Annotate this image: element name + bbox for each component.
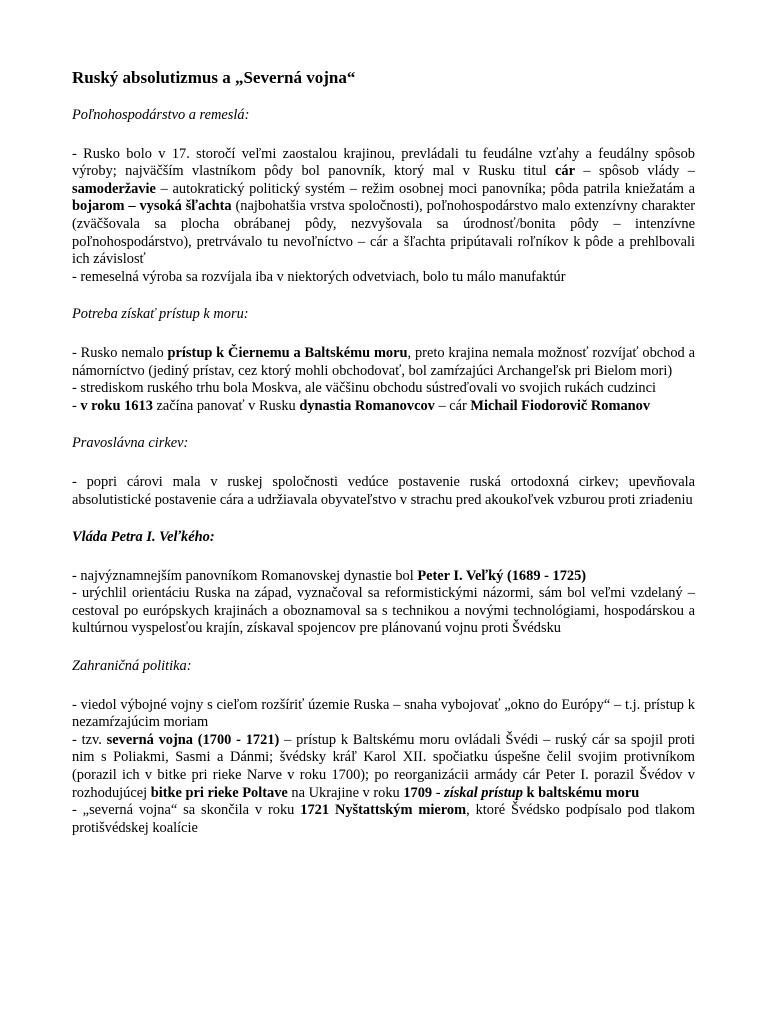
paragraph (72, 380, 695, 398)
text-run: - popri cárovi mala v ruskej spoločnosti vedúce postavenie ruská ortodoxná cirkev; upevňovala absolutistické postavenie cára a udržiavala obyvateľstvo v strachu pred akoukoľvek vzburou proti zriadeniu (72, 473, 695, 508)
bold-text: získal prístup (444, 784, 523, 801)
bold-text: severná vojna (1700 - 1721) (106, 731, 280, 748)
paragraph (72, 568, 695, 586)
text-run: - strediskom ruského trhu bola Moskva, ale väčšinu obchodu sústreďovali vo svojich rukách cudzinci (72, 380, 657, 397)
text-run: , ktoré Švédsko podpísalo pod tlakom protišvédskej koalície (72, 802, 695, 836)
text-run: , preto krajina nemala možnosť rozvíjať obchod a námorníctvo (jediný prístav, cez ktorý mohli obchodovať, bol zamŕzajúci Archangeľsk pri Bielom mori) (72, 344, 695, 379)
section (72, 658, 695, 837)
text-run: - najvýznamnejším panovníkom Romanovskej dynastie bol (72, 567, 418, 584)
text-run: - remeselná výroba sa rozvíjala iba v niektorých odvetviach, bolo tu málo manufaktúr (72, 268, 566, 285)
bold-text: dynastia Romanovcov (299, 397, 435, 414)
bold-text: k baltskému moru (526, 784, 640, 801)
text-run: (najbohatšia vrstva spoločnosti), poľnohospodárstvo malo extenzívny charakter (zväčšovala sa plocha obrábanej pôdy, nezvyšovala sa úrodnosť/bonita pôdy – intenzívne poľnohospodárstvo), pretrvávalo tu nevoľníctvo – cár a šľachta pripútavali roľníkov k pôde a prehlbovali ich závislosť (72, 198, 695, 268)
text-run: - viedol výbojné vojny s cieľom rozšíriť územie Ruska – snaha vybojovať „okno do Európy“ – t.j. prístup k nezamŕzajúcim moriam (72, 696, 695, 731)
section (72, 435, 695, 509)
text-run: - Rusko nemalo (72, 344, 168, 361)
text-run: – autokratický politický systém – režim osobnej moci panovníka; pôda patrila kniežatám a (155, 180, 695, 197)
section (72, 107, 695, 286)
bold-text: v roku 1613 (80, 397, 153, 414)
paragraph (72, 732, 695, 802)
bold-text: samoderžavie (72, 180, 156, 197)
text-run: - urýchlil orientáciu Ruska na západ, vyznačoval sa reformistickými názormi, sám bol veľmi vzdelaný – cestoval po európskych krajinách a oboznamoval sa s technikou a novými technológiami, hospodárskou a kultúrnou vyspelosťou krajín, získaval spojencov pre plánovanú vojnu proti Švédsku (72, 585, 695, 637)
text-run: – spôsob vlády – (575, 163, 695, 180)
paragraph (72, 269, 695, 287)
section (72, 529, 695, 638)
bold-text: cár (555, 163, 575, 180)
paragraph (72, 345, 695, 380)
section-heading: Pravoslávna cirkev: (72, 435, 189, 452)
paragraph (72, 398, 695, 416)
bold-text: bojarom – vysoká šľachta (72, 198, 232, 215)
bold-text: prístup k Čiernemu a Baltskému moru (167, 344, 408, 361)
text-run: - Rusko bolo v 17. storočí veľmi zaostalou krajinou, prevládali tu feudálne vzťahy a feudálny spôsob výroby; najväčším vlastníkom pôdy bol panovník, ktorý mal v Rusku titul (72, 145, 695, 180)
text-run: na Ukrajine v roku (287, 784, 404, 801)
section-heading: Vláda Petra I. Veľkého: (72, 529, 215, 546)
bold-text: Peter I. Veľký (1689 - 1725) (417, 567, 587, 584)
text-run: začína panovať v Rusku (152, 397, 300, 414)
paragraph (72, 585, 695, 638)
paragraph (72, 146, 695, 269)
text-run: - (72, 397, 81, 414)
section-heading: Potreba získať prístup k moru: (72, 306, 249, 323)
bold-text: 1709 (403, 784, 433, 801)
text-run: - (432, 784, 445, 801)
bold-text: bitke pri rieke Poltave (150, 784, 288, 801)
paragraph (72, 474, 695, 509)
text-run: – cár (434, 397, 471, 414)
document-body (72, 107, 695, 837)
section-heading: Zahraničná politika: (72, 658, 192, 675)
section (72, 306, 695, 415)
paragraph (72, 802, 695, 837)
document-page (72, 66, 695, 857)
bold-text: 1721 Nyštattským mierom (300, 802, 467, 819)
text-run: - tzv. (72, 731, 107, 748)
section-heading: Poľnohospodárstvo a remeslá: (72, 107, 250, 123)
paragraph (72, 697, 695, 732)
bold-text: Michail Fiodorovič Romanov (470, 397, 651, 414)
text-run: - „severná vojna“ sa skončila v roku (72, 802, 301, 819)
document-title: Ruský absolutizmus a „Severná vojna“ (72, 68, 356, 87)
text-run: – prístup k Baltskému moru ovládali Švédi – ruský cár sa spojil proti nim s Poliakmi, Sasmi a Dánmi; švédsky kráľ Karol XII. spočiatku úspešne čelil svojim protivníkom (porazil ich v bitke pri rieke Narve v roku 1700); po reorganizácii armády cár Peter I. porazil Švédov v rozhodujúcej (72, 731, 696, 801)
